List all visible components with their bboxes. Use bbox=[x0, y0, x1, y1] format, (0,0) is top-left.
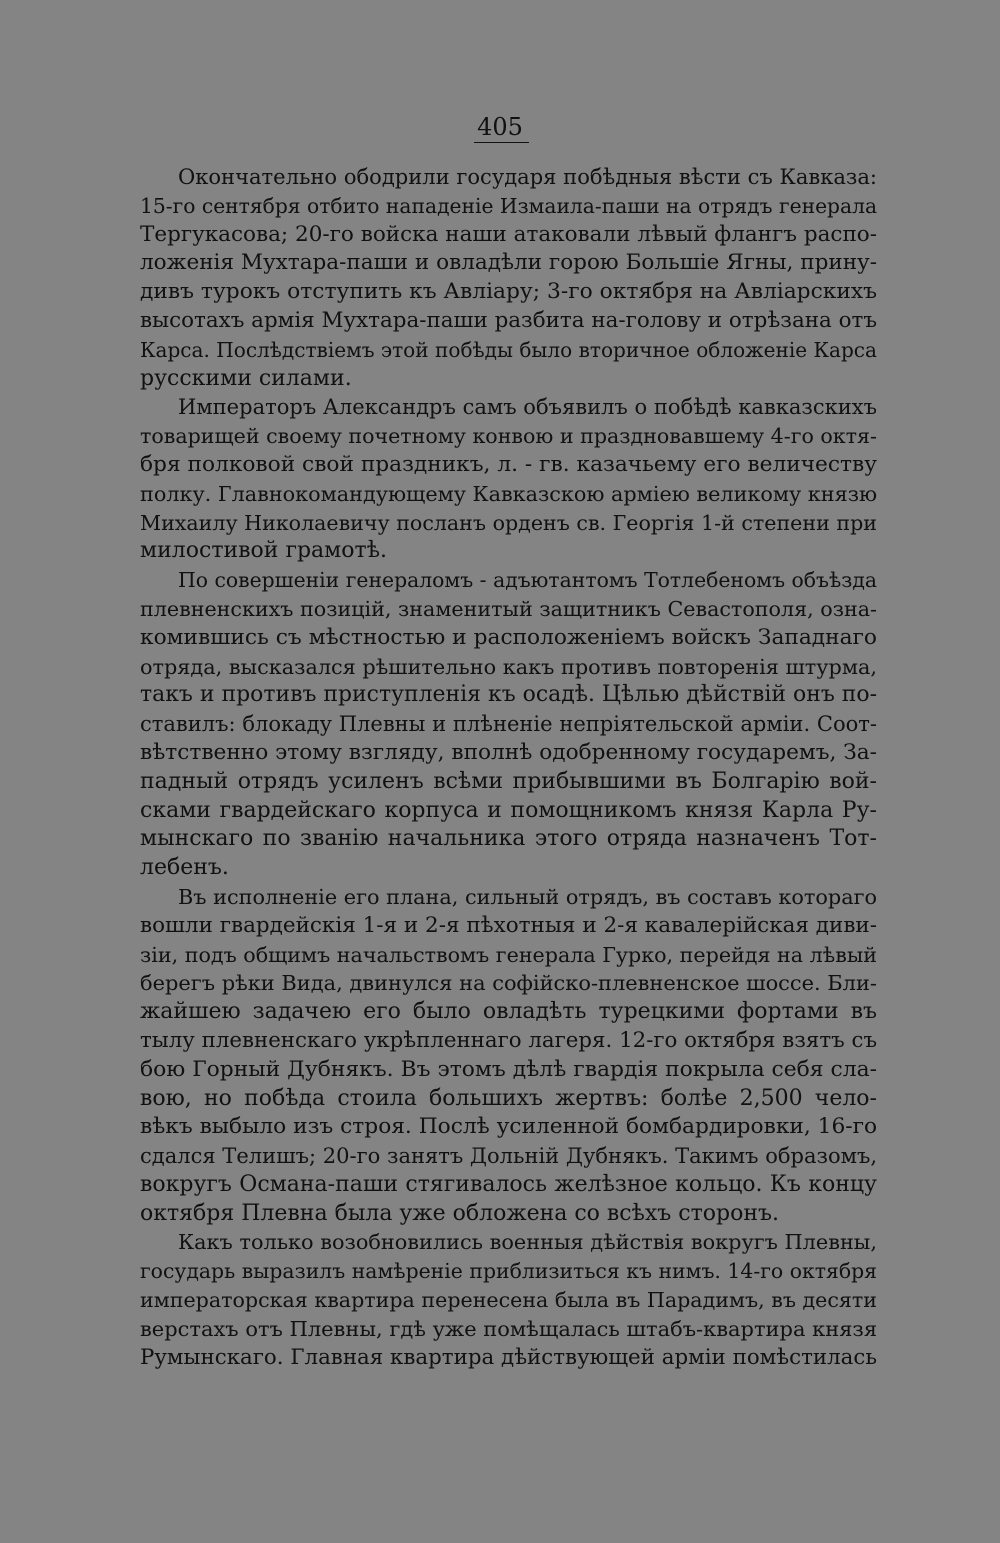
text-line: падный отрядъ усиленъ всѣми прибывшими въ Болгарію вой- bbox=[140, 768, 877, 794]
text-line: вошли гвардейскія 1-я и 2-я пѣхотныя и 2-я кавалерійская диви- bbox=[140, 912, 877, 938]
text-line: комившись съ мѣстностью и расположеніемъ войскъ Западнаго bbox=[140, 624, 877, 650]
text-line: Тергукасова; 20-го войска наши атаковали лѣвый флангъ распо- bbox=[140, 221, 877, 247]
text-line: вокругъ Османа-паши стягивалось желѣзное кольцо. Къ концу bbox=[140, 1171, 877, 1197]
body-text bbox=[140, 163, 877, 1372]
text-line: жайшею задачею его было овладѣть турецкими фортами въ bbox=[140, 999, 877, 1025]
text-line: Въ исполненіе его плана, сильный отрядъ, въ составъ котораго bbox=[178, 884, 877, 909]
text-line: полку. Главнокомандующему Кавказскою арміею великому князю bbox=[140, 481, 878, 506]
page-number-rule bbox=[474, 142, 529, 143]
text-line: бря полковой свой праздникъ, л. - гв. казачьему его величеству bbox=[140, 451, 877, 477]
text-line: русскими силами. bbox=[140, 365, 352, 391]
text-line: Румынскаго. Главная квартира дѣйствующей арміи помѣстилась bbox=[140, 1344, 877, 1370]
text-line: Какъ только возобновились военныя дѣйствія вокругъ Плевны, bbox=[178, 1230, 877, 1255]
text-line: императорская квартира перенесена была въ Парадимъ, въ десяти bbox=[140, 1288, 877, 1313]
text-line: По совершеніи генераломъ - адъютантомъ Тотлебеномъ объѣзда bbox=[178, 568, 877, 593]
text-line: ставилъ: блокаду Плевны и плѣненіе непріятельской арміи. Соот- bbox=[140, 711, 877, 737]
text-line: вою, но побѣда стоила большихъ жертвъ: болѣе 2,500 чело- bbox=[140, 1085, 877, 1111]
text-line: высотахъ армія Мухтара-паши разбита на-голову и отрѣзана отъ bbox=[140, 307, 877, 333]
text-line: ложенія Мухтара-паши и овладѣли горою Большіе Ягны, прину- bbox=[140, 250, 877, 276]
text-line: товарищей своему почетному конвою и праздновавшему 4-го октя- bbox=[140, 424, 877, 449]
text-line: сками гвардейскаго корпуса и помощникомъ князя Карла Ру- bbox=[140, 797, 877, 823]
text-line: Михаилу Николаевичу посланъ орденъ св. Георгія 1-й степени при bbox=[140, 510, 877, 535]
text-line: верстахъ отъ Плевны, гдѣ уже помѣщалась штабъ-квартира князя bbox=[140, 1316, 878, 1341]
page-number: 405 bbox=[477, 113, 523, 141]
text-line: бою Горный Дубнякъ. Въ этомъ дѣлѣ гвардія покрыла себя сла- bbox=[140, 1056, 877, 1082]
text-line: 15-го сентября отбито нападеніе Измаила-паши на отрядъ генерала bbox=[140, 193, 878, 218]
text-line: мынскаго по званію начальника этого отряда назначенъ Тот- bbox=[140, 826, 877, 852]
text-line: государь выразилъ намѣреніе приблизиться къ нимъ. 14-го октября bbox=[140, 1259, 877, 1284]
text-line: вѣкъ выбыло изъ строя. Послѣ усиленной бомбардировки, 16-го bbox=[140, 1114, 877, 1140]
text-line: зіи, подъ общимъ начальствомъ генерала Гурко, перейдя на лѣвый bbox=[140, 942, 877, 967]
text-line: Окончательно ободрили государя побѣдныя вѣсти съ Кавказа: bbox=[178, 164, 877, 189]
text-line: плевненскихъ позицій, знаменитый защитникъ Севастополя, озна- bbox=[140, 596, 877, 621]
text-line: Карса. Послѣдствіемъ этой побѣды было вторичное обложеніе Карса bbox=[140, 337, 877, 362]
text-line: отряда, высказался рѣшительно какъ противъ повторенія штурма, bbox=[140, 654, 877, 679]
text-line: берегъ рѣки Вида, двинулся на софійско-плевненское шоссе. Бли- bbox=[140, 971, 877, 996]
text-line: Императоръ Александръ самъ объявилъ о побѣдѣ кавказскихъ bbox=[178, 394, 877, 420]
text-line: дивъ турокъ отступить къ Авліару; 3-го октября на Авліарскихъ bbox=[140, 279, 877, 305]
text-line: сдался Телишъ; 20-го занятъ Дольній Дубнякъ. Такимъ образомъ, bbox=[140, 1143, 877, 1169]
text-line: октября Плевна была уже обложена со всѣхъ сторонъ. bbox=[140, 1200, 780, 1226]
text-line: лебенъ. bbox=[140, 855, 229, 881]
text-line: милостивой грамотѣ. bbox=[140, 538, 387, 564]
text-line: вѣтственно этому взгляду, вполнѣ одобренному государемъ, За- bbox=[140, 739, 877, 765]
text-line: тылу плевненскаго укрѣпленнаго лагеря. 12-го октября взятъ съ bbox=[140, 1027, 877, 1053]
text-line: такъ и противъ приступленія къ осадѣ. Цѣлью дѣйствій онъ по- bbox=[140, 682, 877, 708]
